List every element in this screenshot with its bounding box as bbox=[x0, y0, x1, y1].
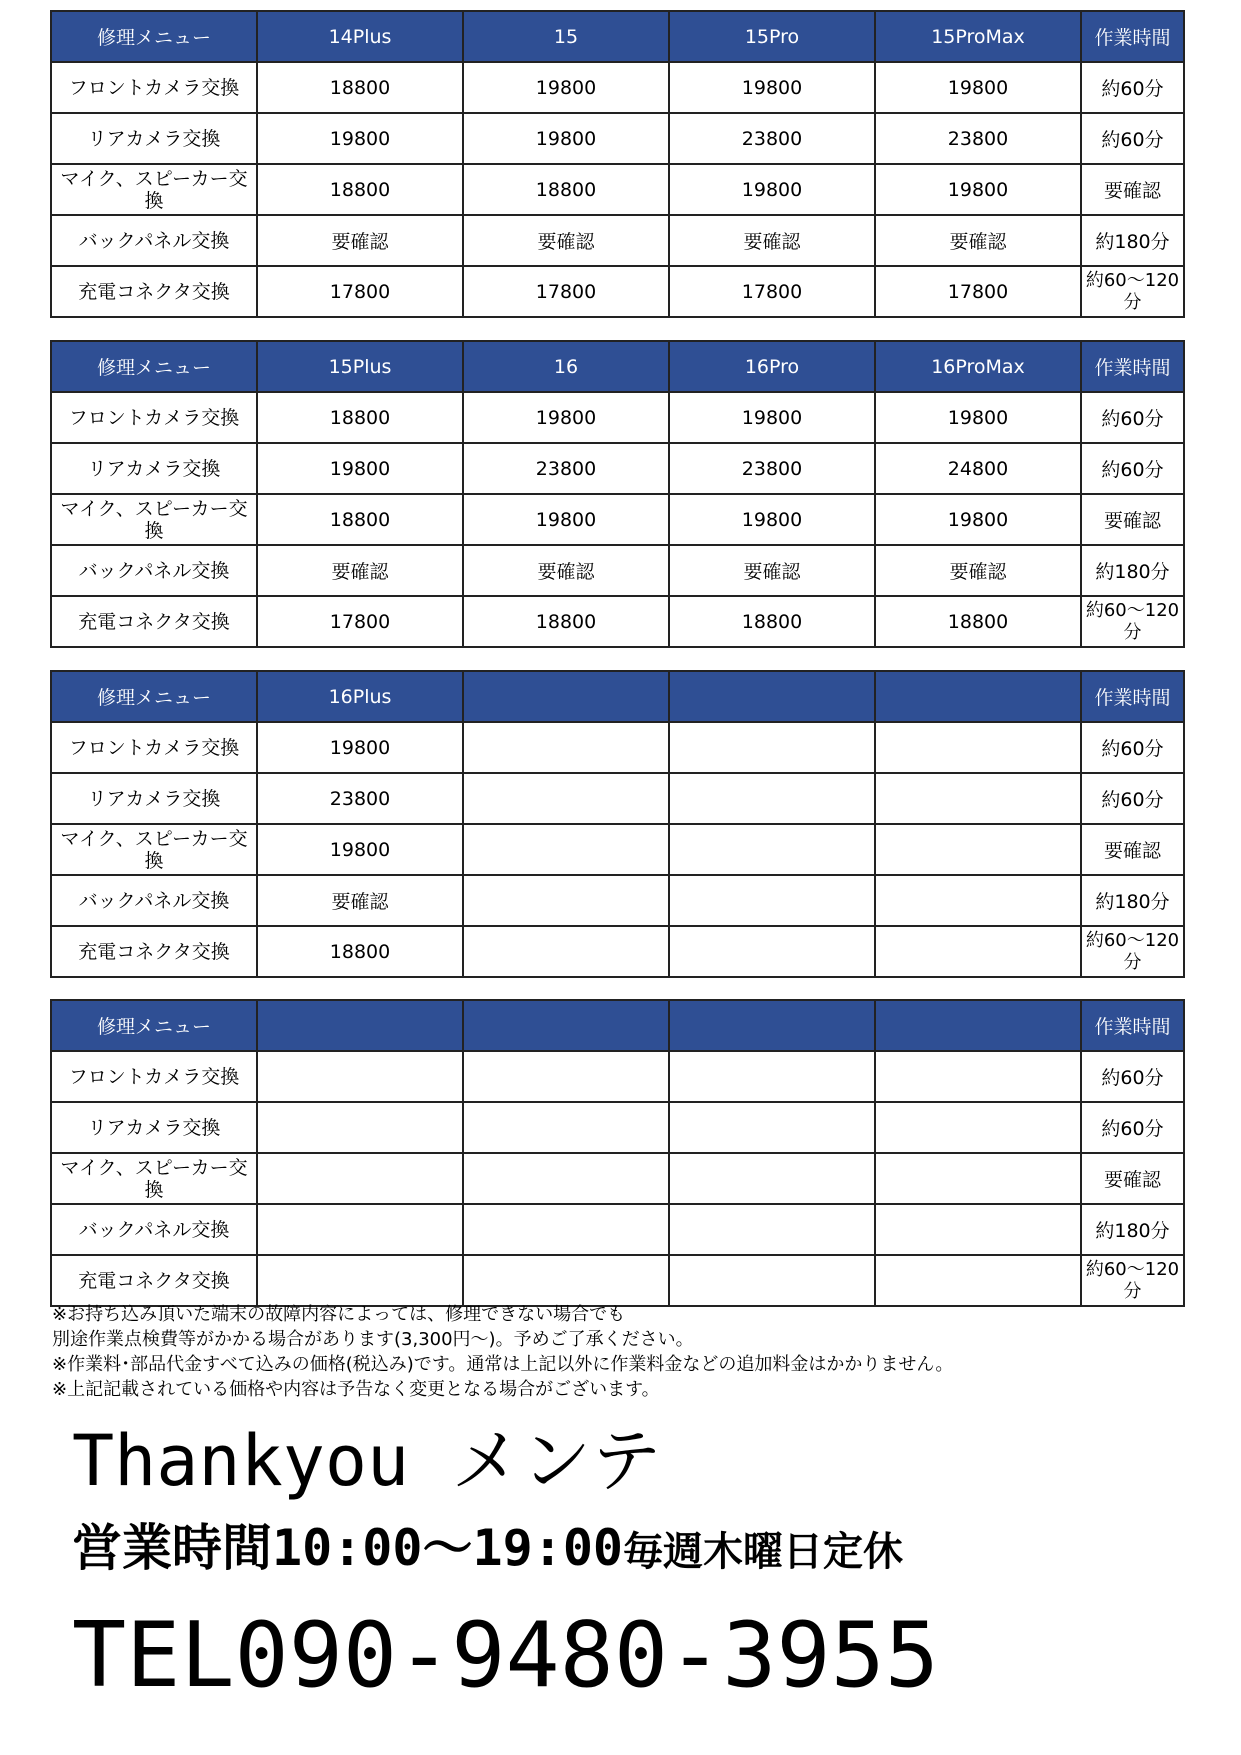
time-cell: 約180分 bbox=[1081, 545, 1184, 596]
table-row bbox=[51, 722, 1184, 773]
price-cell: 23800 bbox=[669, 113, 875, 164]
menu-cell: マイク、スピーカー交換 bbox=[51, 1153, 257, 1204]
price-cell: 18800 bbox=[463, 164, 669, 215]
header-model: 16ProMax bbox=[875, 341, 1081, 392]
header-model: 16Pro bbox=[669, 341, 875, 392]
price-cell: 18800 bbox=[257, 62, 463, 113]
price-cell: 19800 bbox=[875, 392, 1081, 443]
price-cell bbox=[875, 1204, 1081, 1255]
price-table-3 bbox=[50, 670, 1185, 978]
price-cell: 17800 bbox=[463, 266, 669, 317]
table-row bbox=[51, 773, 1184, 824]
time-cell: 約180分 bbox=[1081, 215, 1184, 266]
header-model bbox=[257, 1000, 463, 1051]
price-cell bbox=[257, 1204, 463, 1255]
menu-cell: 充電コネクタ交換 bbox=[51, 266, 257, 317]
price-cell: 19800 bbox=[669, 164, 875, 215]
menu-cell: 充電コネクタ交換 bbox=[51, 596, 257, 647]
header-row bbox=[51, 341, 1184, 392]
time-cell: 約60分 bbox=[1081, 62, 1184, 113]
shop-name: Thankyou メンテ bbox=[72, 1420, 662, 1502]
price-cell bbox=[463, 1102, 669, 1153]
price-cell bbox=[875, 1255, 1081, 1306]
price-cell bbox=[875, 1102, 1081, 1153]
price-cell bbox=[463, 926, 669, 977]
header-menu: 修理メニュー bbox=[51, 671, 257, 722]
menu-cell: フロントカメラ交換 bbox=[51, 1051, 257, 1102]
hours-label: 営業時間10:00～19:00 bbox=[72, 1519, 624, 1577]
price-cell: 17800 bbox=[257, 596, 463, 647]
time-cell: 約60～120分 bbox=[1081, 596, 1184, 647]
table-row bbox=[51, 875, 1184, 926]
time-cell: 約60～120分 bbox=[1081, 266, 1184, 317]
menu-cell: バックパネル交換 bbox=[51, 545, 257, 596]
price-cell bbox=[463, 1153, 669, 1204]
price-cell: 19800 bbox=[463, 113, 669, 164]
price-cell bbox=[669, 875, 875, 926]
price-cell bbox=[463, 773, 669, 824]
header-time: 作業時間 bbox=[1081, 11, 1184, 62]
price-cell bbox=[669, 1255, 875, 1306]
header-menu: 修理メニュー bbox=[51, 341, 257, 392]
closed-day: 毎週木曜日定休 bbox=[623, 1529, 904, 1575]
price-cell bbox=[669, 1204, 875, 1255]
header-time: 作業時間 bbox=[1081, 1000, 1184, 1051]
phone-number: TEL090-9480-3955 bbox=[72, 1603, 939, 1708]
table-row bbox=[51, 215, 1184, 266]
table-row bbox=[51, 266, 1184, 317]
price-cell: 19800 bbox=[257, 443, 463, 494]
price-cell bbox=[875, 875, 1081, 926]
header-model: 16Plus bbox=[257, 671, 463, 722]
price-cell: 23800 bbox=[875, 113, 1081, 164]
price-cell: 19800 bbox=[257, 113, 463, 164]
header-model bbox=[463, 671, 669, 722]
note-line: ※上記記載されている価格や内容は予告なく変更となる場合がございます。 bbox=[52, 1379, 660, 1400]
table-row bbox=[51, 62, 1184, 113]
price-table-1 bbox=[50, 10, 1185, 318]
time-cell: 約180分 bbox=[1081, 875, 1184, 926]
price-cell bbox=[875, 722, 1081, 773]
table-row bbox=[51, 545, 1184, 596]
header-model bbox=[875, 1000, 1081, 1051]
price-cell bbox=[669, 926, 875, 977]
price-cell: 18800 bbox=[463, 596, 669, 647]
price-cell bbox=[257, 1153, 463, 1204]
price-cell: 要確認 bbox=[875, 545, 1081, 596]
price-cell: 要確認 bbox=[875, 215, 1081, 266]
menu-cell: マイク、スピーカー交換 bbox=[51, 164, 257, 215]
price-cell: 19800 bbox=[875, 62, 1081, 113]
table-row bbox=[51, 596, 1184, 647]
table-row bbox=[51, 1153, 1184, 1204]
price-cell bbox=[257, 1102, 463, 1153]
price-cell: 要確認 bbox=[463, 545, 669, 596]
price-table-4 bbox=[50, 999, 1185, 1307]
price-cell: 要確認 bbox=[669, 545, 875, 596]
menu-cell: リアカメラ交換 bbox=[51, 1102, 257, 1153]
notes bbox=[52, 1302, 953, 1402]
price-cell: 23800 bbox=[257, 773, 463, 824]
menu-cell: リアカメラ交換 bbox=[51, 113, 257, 164]
price-table-2 bbox=[50, 340, 1185, 648]
price-cell bbox=[463, 1051, 669, 1102]
header-row bbox=[51, 1000, 1184, 1051]
header-menu: 修理メニュー bbox=[51, 1000, 257, 1051]
time-cell: 約60分 bbox=[1081, 443, 1184, 494]
menu-cell: 充電コネクタ交換 bbox=[51, 1255, 257, 1306]
menu-cell: 充電コネクタ交換 bbox=[51, 926, 257, 977]
header-model bbox=[669, 671, 875, 722]
menu-cell: マイク、スピーカー交換 bbox=[51, 494, 257, 545]
time-cell: 約60分 bbox=[1081, 1102, 1184, 1153]
price-cell: 19800 bbox=[875, 494, 1081, 545]
price-cell: 18800 bbox=[669, 596, 875, 647]
price-cell: 18800 bbox=[257, 392, 463, 443]
price-cell bbox=[257, 1255, 463, 1306]
table-row bbox=[51, 392, 1184, 443]
price-cell: 要確認 bbox=[463, 215, 669, 266]
price-cell bbox=[463, 722, 669, 773]
time-cell: 要確認 bbox=[1081, 164, 1184, 215]
table-row bbox=[51, 1051, 1184, 1102]
price-cell bbox=[463, 875, 669, 926]
header-model bbox=[875, 671, 1081, 722]
time-cell: 約60分 bbox=[1081, 113, 1184, 164]
price-cell: 24800 bbox=[875, 443, 1081, 494]
price-cell bbox=[875, 773, 1081, 824]
price-cell: 19800 bbox=[463, 494, 669, 545]
price-cell: 19800 bbox=[669, 494, 875, 545]
time-cell: 約60～120分 bbox=[1081, 1255, 1184, 1306]
table-row bbox=[51, 443, 1184, 494]
price-cell: 18800 bbox=[257, 164, 463, 215]
menu-cell: リアカメラ交換 bbox=[51, 773, 257, 824]
price-cell bbox=[669, 1102, 875, 1153]
time-cell: 約60分 bbox=[1081, 392, 1184, 443]
table-row bbox=[51, 824, 1184, 875]
price-cell: 要確認 bbox=[669, 215, 875, 266]
menu-cell: マイク、スピーカー交換 bbox=[51, 824, 257, 875]
menu-cell: バックパネル交換 bbox=[51, 1204, 257, 1255]
note-line: 別途作業点検費等がかかる場合があります(3,300円～)。予めご了承ください。 bbox=[52, 1329, 694, 1350]
table-row bbox=[51, 926, 1184, 977]
price-cell bbox=[257, 1051, 463, 1102]
price-cell bbox=[463, 824, 669, 875]
price-cell: 17800 bbox=[669, 266, 875, 317]
header-row bbox=[51, 11, 1184, 62]
table-row bbox=[51, 113, 1184, 164]
price-cell bbox=[875, 1153, 1081, 1204]
price-cell: 19800 bbox=[463, 392, 669, 443]
price-cell bbox=[669, 1051, 875, 1102]
time-cell: 約60分 bbox=[1081, 1051, 1184, 1102]
price-cell bbox=[669, 1153, 875, 1204]
header-model bbox=[669, 1000, 875, 1051]
menu-cell: フロントカメラ交換 bbox=[51, 722, 257, 773]
time-cell: 約60～120分 bbox=[1081, 926, 1184, 977]
table-row bbox=[51, 164, 1184, 215]
header-model: 15ProMax bbox=[875, 11, 1081, 62]
price-cell bbox=[669, 773, 875, 824]
price-cell: 19800 bbox=[669, 62, 875, 113]
note-line: ※お持ち込み頂いた端末の故障内容によっては、修理できない場合でも bbox=[52, 1304, 626, 1325]
price-cell: 23800 bbox=[463, 443, 669, 494]
price-cell: 19800 bbox=[257, 722, 463, 773]
price-cell: 19800 bbox=[257, 824, 463, 875]
time-cell: 要確認 bbox=[1081, 1153, 1184, 1204]
table-row bbox=[51, 1102, 1184, 1153]
price-cell: 17800 bbox=[875, 266, 1081, 317]
price-cell: 19800 bbox=[875, 164, 1081, 215]
time-cell: 約60分 bbox=[1081, 773, 1184, 824]
price-cell: 18800 bbox=[875, 596, 1081, 647]
price-cell: 要確認 bbox=[257, 875, 463, 926]
time-cell: 約180分 bbox=[1081, 1204, 1184, 1255]
price-cell: 18800 bbox=[257, 926, 463, 977]
price-cell bbox=[463, 1255, 669, 1306]
time-cell: 約60分 bbox=[1081, 722, 1184, 773]
price-cell bbox=[463, 1204, 669, 1255]
note-line: ※作業料･部品代金すべて込みの価格(税込み)です。通常は上記以外に作業料金などの追加料金はかかりません。 bbox=[52, 1354, 954, 1375]
menu-cell: フロントカメラ交換 bbox=[51, 392, 257, 443]
price-cell: 要確認 bbox=[257, 545, 463, 596]
time-cell: 要確認 bbox=[1081, 494, 1184, 545]
menu-cell: バックパネル交換 bbox=[51, 215, 257, 266]
header-model: 16 bbox=[463, 341, 669, 392]
price-cell bbox=[875, 1051, 1081, 1102]
business-hours bbox=[72, 1517, 903, 1583]
price-cell bbox=[669, 824, 875, 875]
header-model: 14Plus bbox=[257, 11, 463, 62]
time-cell: 要確認 bbox=[1081, 824, 1184, 875]
header-row bbox=[51, 671, 1184, 722]
price-cell bbox=[875, 824, 1081, 875]
header-time: 作業時間 bbox=[1081, 671, 1184, 722]
price-cell bbox=[875, 926, 1081, 977]
price-cell: 23800 bbox=[669, 443, 875, 494]
table-row bbox=[51, 1255, 1184, 1306]
price-cell: 17800 bbox=[257, 266, 463, 317]
header-model: 15Plus bbox=[257, 341, 463, 392]
price-cell bbox=[669, 722, 875, 773]
header-time: 作業時間 bbox=[1081, 341, 1184, 392]
header-model bbox=[463, 1000, 669, 1051]
header-model: 15Pro bbox=[669, 11, 875, 62]
header-model: 15 bbox=[463, 11, 669, 62]
table-row bbox=[51, 1204, 1184, 1255]
menu-cell: リアカメラ交換 bbox=[51, 443, 257, 494]
price-cell: 18800 bbox=[257, 494, 463, 545]
price-cell: 19800 bbox=[669, 392, 875, 443]
price-cell: 要確認 bbox=[257, 215, 463, 266]
menu-cell: バックパネル交換 bbox=[51, 875, 257, 926]
header-menu: 修理メニュー bbox=[51, 11, 257, 62]
table-row bbox=[51, 494, 1184, 545]
price-cell: 19800 bbox=[463, 62, 669, 113]
menu-cell: フロントカメラ交換 bbox=[51, 62, 257, 113]
